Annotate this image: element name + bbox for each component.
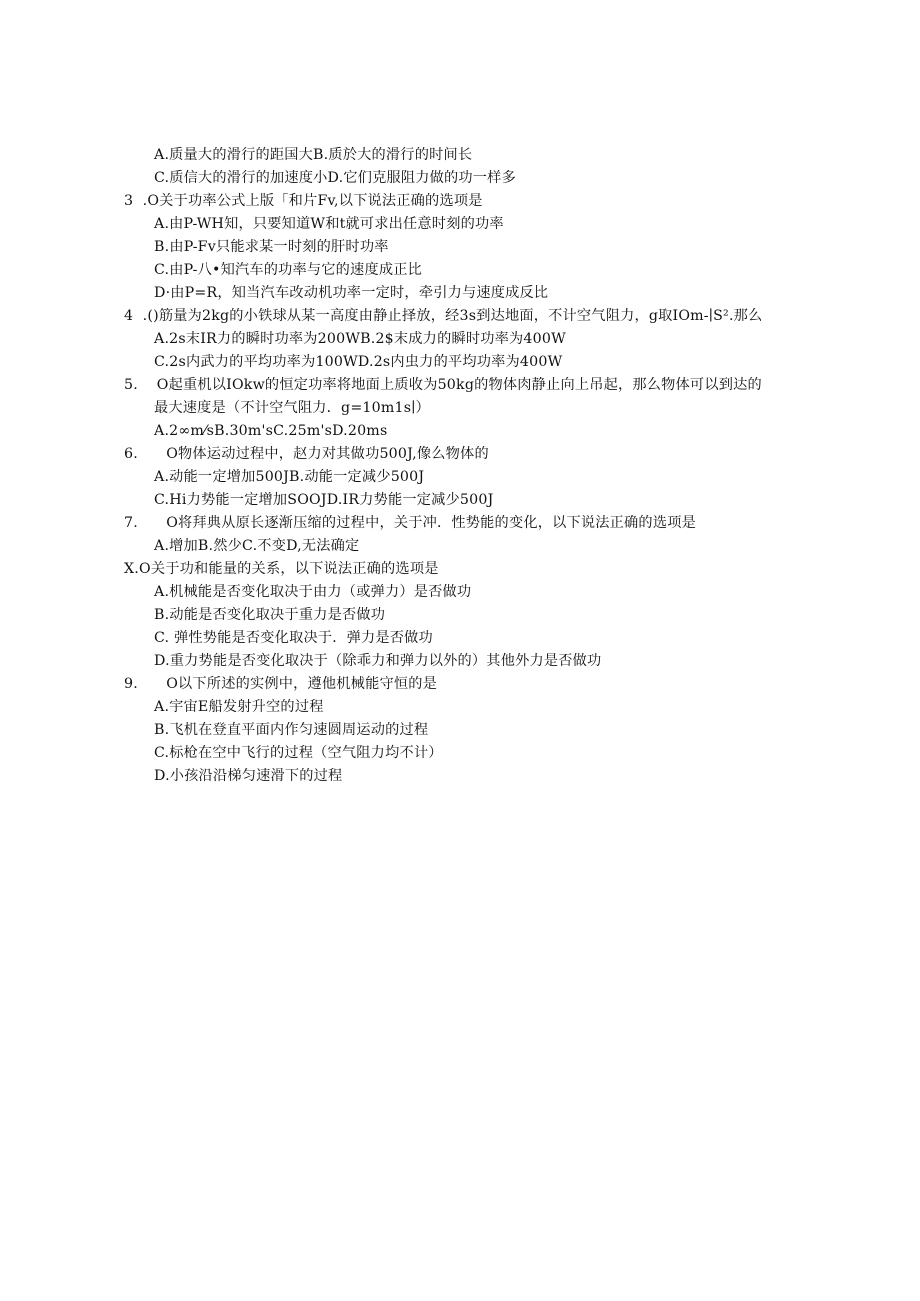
option-line: A.增加B.然少C.不变D,无法确定 bbox=[154, 538, 360, 554]
option-line: A.2∞m⁄sB.30m'sC.25m'sD.20ms bbox=[154, 423, 388, 439]
option-line: B.由P-Fv只能求某一时刻的肝时功率 bbox=[154, 239, 389, 255]
question-7: 7. O将拜典从原长逐渐压缩的过程中，关于冲．性势能的变化，以下说法正确的选项是 bbox=[124, 515, 696, 531]
option-line: A.2s末IR力的瞬时功率为200WB.2$末成力的瞬时功率为400W bbox=[154, 331, 566, 347]
question-5-continuation: 最大速度是（不计空气阻力．g=10m1s∣） bbox=[154, 400, 430, 416]
option-line: A.机械能是否变化取决于由力（或弹力）是否做功 bbox=[154, 584, 472, 600]
option-line: B.动能是否变化取决于重力是否做功 bbox=[154, 607, 386, 623]
option-line: B.飞机在登直平面内作匀速圆周运动的过程 bbox=[154, 722, 429, 738]
question-6: 6. O物体运动过程中，赵力对其做功500J,像么物体的 bbox=[124, 446, 489, 462]
option-line: A.宇宙E船发射升空的过程 bbox=[154, 699, 324, 715]
option-line: A.质量大的滑行的距国大B.质於大的滑行的时间长 bbox=[154, 147, 473, 163]
option-line: C.2s内武力的平均功率为100WD.2s内虫力的平均功率为400W bbox=[154, 354, 563, 370]
question-8: X.O关于功和能量的关系，以下说法正确的选项是 bbox=[124, 561, 439, 577]
option-line: D·由P=R，知当汽车改动机功率一定时，牵引力与速度成反比 bbox=[154, 285, 549, 301]
question-9: 9. O以下所述的实例中，遵他机械能守恒的是 bbox=[124, 676, 438, 692]
option-line: A.动能一定增加500JB.动能一定减少500J bbox=[154, 469, 425, 485]
option-line: A.由P-WH知，只要知道W和t就可求出任意时刻的功率 bbox=[154, 216, 504, 232]
option-line: C. 弹性势能是否变化取决于．弹力是否做功 bbox=[154, 630, 433, 646]
option-line: D.小孩沿沿梯匀速滑下的过程 bbox=[154, 768, 343, 784]
option-line: C.质信大的滑行的加速度小D.它们克服阻力做的功一样多 bbox=[154, 170, 516, 186]
option-line: C.标枪在空中飞行的过程（空气阻力均不计） bbox=[154, 745, 443, 761]
question-5: 5. O起重机以IOkw的恒定功率将地面上质收为50kg的物体肉静止向上吊起，那么物体可以到达的 bbox=[124, 377, 762, 393]
question-4: 4 .()筋量为2kg的小铁球从某一高度由静止择放，经3s到达地面，不计空气阻力，g取IOm-∣S².那么 bbox=[124, 308, 763, 324]
option-line: C.Hi力势能一定增加SOOJD.IR力势能一定减少500J bbox=[154, 492, 494, 508]
question-3: 3 .O关于功率公式上版「和片Fv,以下说法正确的选项是 bbox=[124, 193, 483, 209]
option-line: D.重力势能是否变化取决于（除乖力和弹力以外的）其他外力是否做功 bbox=[154, 653, 602, 669]
option-line: C.由P-八•知汽车的功率与它的速度成正比 bbox=[154, 262, 422, 278]
